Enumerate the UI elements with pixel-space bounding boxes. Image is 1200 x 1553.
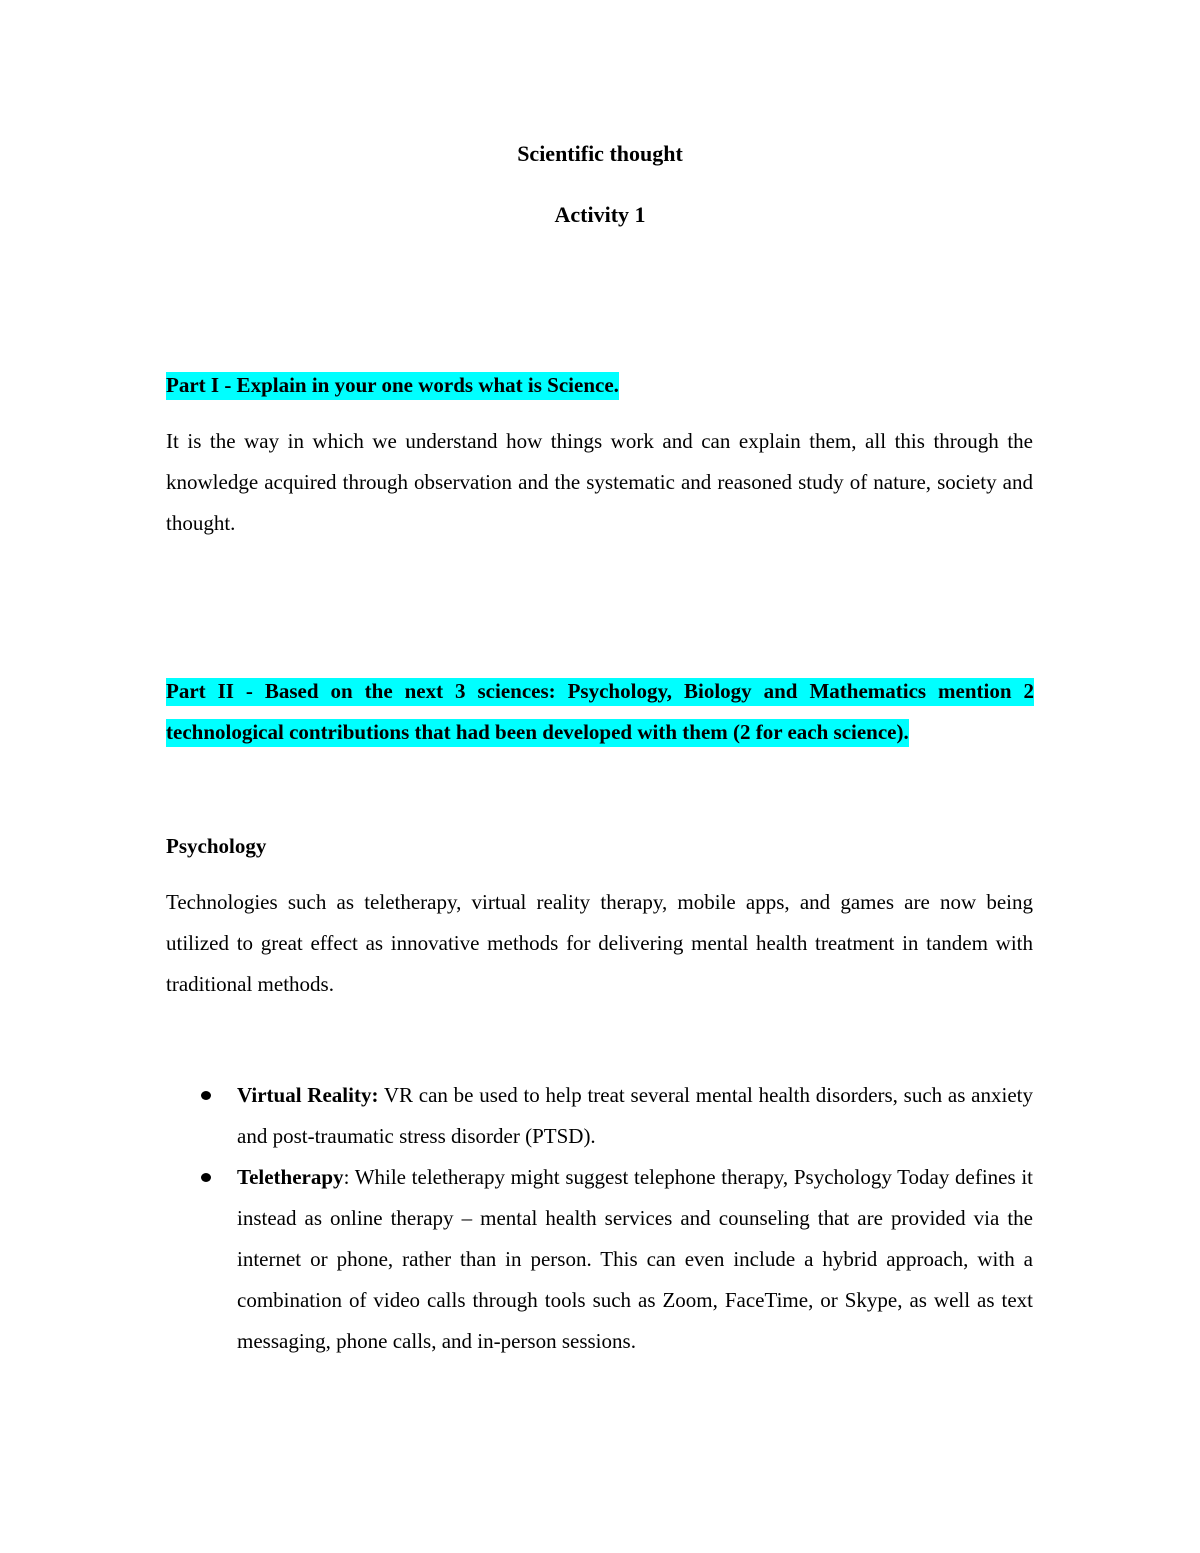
psychology-intro: Technologies such as teletherapy, virtual reality therapy, mobile apps, and games are now being utilized to great effect as innovative methods for delivering mental health treatment in tandem with traditional methods.: [166, 890, 1033, 996]
list-item-label: Teletherapy: [237, 1165, 344, 1189]
part-1-heading: [166, 365, 1034, 406]
psychology-heading: Psychology: [166, 834, 267, 858]
part-1-answer: It is the way in which we understand how things work and can explain them, all this through the knowledge acquired through observation and the systematic and reasoned study of nature, society and thought.: [166, 429, 1033, 535]
part-2-heading-text: Part II - Based on the next 3 sciences: Psychology, Biology and Mathematics mention 2 technological contributions that had been developed with them (2 for each science).: [166, 678, 1034, 747]
list-item-text: VR can be used to help treat several mental health disorders, such as anxiety and post-traumatic stress disorder (PTSD).: [237, 1083, 1033, 1148]
part-1-heading-text: Part I - Explain in your one words what is Science.: [166, 372, 619, 400]
list-item-virtual-reality: [237, 1075, 1033, 1157]
bullet-icon: [201, 1173, 211, 1182]
list-item-teletherapy: [237, 1157, 1033, 1362]
document-title: Scientific thought: [517, 141, 683, 166]
document-subtitle: Activity 1: [554, 202, 646, 227]
list-item-label: Virtual Reality:: [237, 1083, 379, 1107]
part-2-heading: [166, 671, 1034, 753]
list-item-text: : While teletherapy might suggest telephone therapy, Psychology Today defines it instead as online therapy – mental health services and counseling that are provided via the internet or phone, rather than in person. This can even include a hybrid approach, with a combination of video calls through tools such as Zoom, FaceTime, or Skype, as well as text messaging, phone calls, and in-person sessions.: [237, 1165, 1033, 1353]
bullet-icon: [201, 1091, 211, 1100]
psychology-contributions-list: [0, 1075, 1200, 1362]
